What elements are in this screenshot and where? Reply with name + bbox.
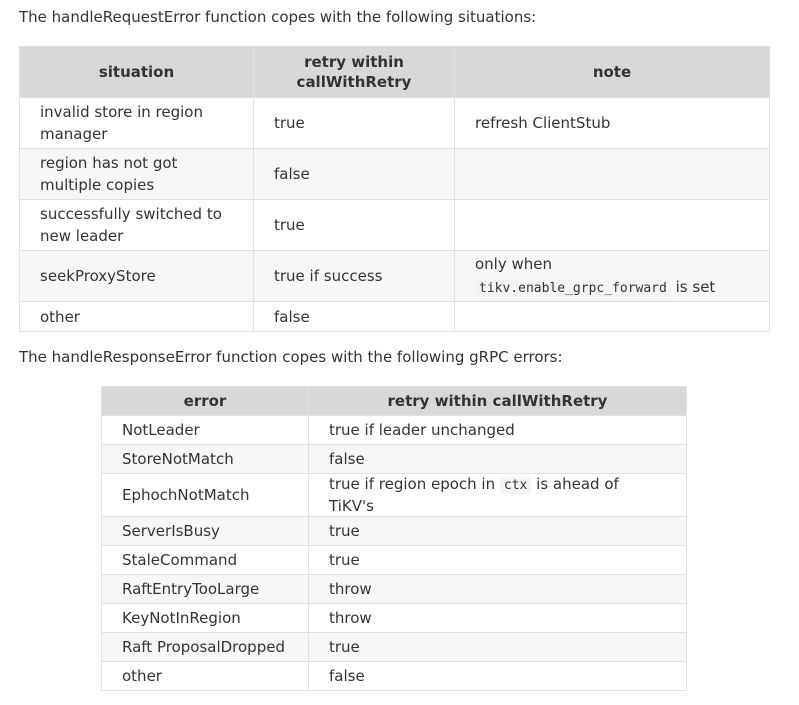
- retry-cell: true: [309, 517, 687, 546]
- header-note: note: [455, 47, 770, 98]
- situation-cell: seekProxyStore: [20, 251, 254, 302]
- header-situation: situation: [20, 47, 254, 98]
- retry-cell: true: [254, 98, 455, 149]
- situation-cell: other: [20, 302, 254, 332]
- retry-cell: true if success: [254, 251, 455, 302]
- error-cell: KeyNotInRegion: [102, 604, 309, 633]
- note-cell: [455, 302, 770, 332]
- header-error: error: [102, 387, 309, 416]
- retry-cell: false: [309, 662, 687, 691]
- error-cell: NotLeader: [102, 416, 309, 445]
- note-text: only when: [475, 254, 553, 273]
- note-cell: refresh ClientStub: [455, 98, 770, 149]
- situation-cell: successfully switched to new leader: [20, 200, 254, 251]
- intro-request-paragraph: The handleRequestError function copes with the following situations:: [19, 8, 537, 26]
- header-retry: retry within callWithRetry: [254, 47, 455, 98]
- table-row: [20, 200, 770, 251]
- retry-cell: false: [309, 445, 687, 474]
- table-row: [20, 302, 770, 332]
- table-row: [102, 546, 687, 575]
- retry-cell: true if leader unchanged: [309, 416, 687, 445]
- response-error-table: [101, 386, 687, 691]
- retry-cell: false: [254, 149, 455, 200]
- error-cell: StoreNotMatch: [102, 445, 309, 474]
- error-cell: RaftEntryTooLarge: [102, 575, 309, 604]
- retry-text: true if region epoch in: [329, 475, 496, 493]
- situation-cell: invalid store in region manager: [20, 98, 254, 149]
- table-row: [102, 575, 687, 604]
- error-cell: Raft ProposalDropped: [102, 633, 309, 662]
- header-retry: retry within callWithRetry: [309, 387, 687, 416]
- note-cell: [455, 200, 770, 251]
- intro-response-paragraph: The handleResponseError function copes with the following gRPC errors:: [19, 348, 563, 366]
- note-cell: [455, 251, 770, 302]
- retry-cell: false: [254, 302, 455, 332]
- retry-cell: throw: [309, 604, 687, 633]
- table-row: [20, 149, 770, 200]
- table-row: [20, 98, 770, 149]
- table-row: [102, 416, 687, 445]
- retry-cell: true: [309, 633, 687, 662]
- error-cell: ServerIsBusy: [102, 517, 309, 546]
- table-row: [102, 662, 687, 691]
- table-row: [20, 251, 770, 302]
- table-row: [102, 445, 687, 474]
- retry-cell: true: [309, 546, 687, 575]
- error-cell: StaleCommand: [102, 546, 309, 575]
- request-error-table: [19, 46, 770, 332]
- note-cell: [455, 149, 770, 200]
- retry-cell: throw: [309, 575, 687, 604]
- error-cell: other: [102, 662, 309, 691]
- situation-cell: region has not got multiple copies: [20, 149, 254, 200]
- table-row: [102, 517, 687, 546]
- ctx-code: ctx: [500, 477, 531, 494]
- retry-text: is ahead of TiKV's: [329, 475, 619, 515]
- note-text: is set: [675, 277, 716, 296]
- table-row: [102, 604, 687, 633]
- table-row: [102, 633, 687, 662]
- retry-cell: [309, 474, 687, 517]
- table-row: [102, 474, 687, 517]
- error-cell: EphochNotMatch: [102, 474, 309, 517]
- retry-cell: true: [254, 200, 455, 251]
- table-header-row: [102, 387, 687, 416]
- table-header-row: [20, 47, 770, 98]
- grpc-forward-config-code: tikv.enable_grpc_forward: [475, 280, 671, 297]
